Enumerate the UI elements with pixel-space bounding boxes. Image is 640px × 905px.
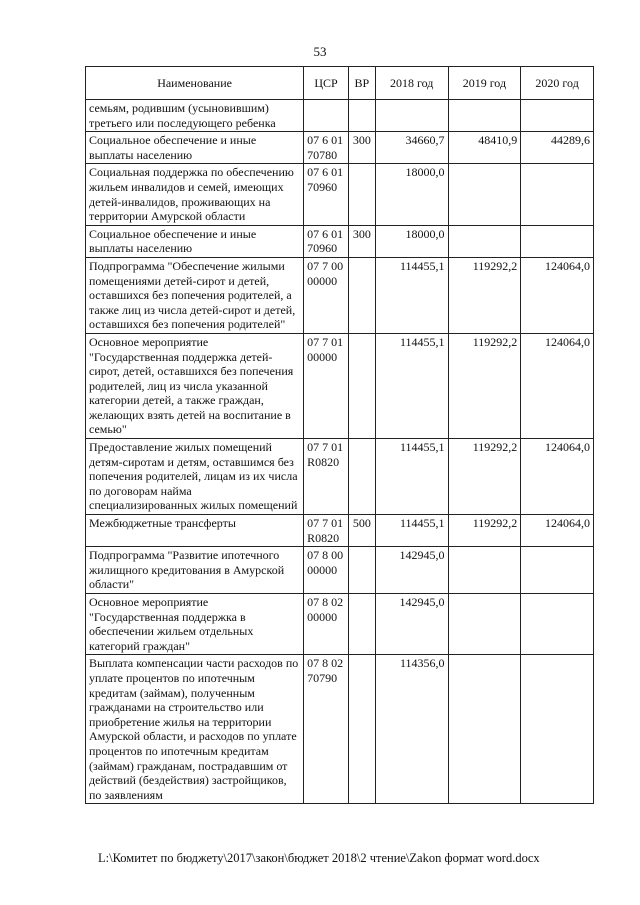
cell-2019 — [448, 225, 521, 257]
cell-name: Социальная поддержка по обеспечению жильем инвалидов и семей, имеющих детей-инвалидов, проживающих на территории Амурской области — [86, 164, 304, 225]
cell-name: Основное мероприятие "Государственная поддержка в обеспечении жильем отдельных категорий граждан" — [86, 594, 304, 655]
cell-2019 — [448, 594, 521, 655]
cell-name: Подпрограмма "Развитие ипотечного жилищного кредитования в Амурской области" — [86, 547, 304, 594]
cell-csr: 07 6 01 70960 — [304, 164, 349, 225]
cell-2018: 114455,1 — [375, 257, 448, 333]
cell-2018: 18000,0 — [375, 164, 448, 225]
cell-csr: 07 8 02 00000 — [304, 594, 349, 655]
cell-vr: 300 — [348, 225, 375, 257]
cell-name: семьям, родившим (усыновившим) третьего или последующего ребенка — [86, 100, 304, 132]
cell-csr: 07 6 01 70780 — [304, 132, 349, 164]
cell-vr — [348, 333, 375, 438]
cell-2018: 114455,1 — [375, 333, 448, 438]
cell-2020: 124064,0 — [521, 333, 594, 438]
table-row — [86, 132, 594, 164]
cell-name: Социальное обеспечение и иные выплаты населению — [86, 225, 304, 257]
cell-2020 — [521, 547, 594, 594]
header-vr: ВР — [348, 67, 375, 100]
cell-2020 — [521, 594, 594, 655]
table-row — [86, 547, 594, 594]
header-2019: 2019 год — [448, 67, 521, 100]
cell-2020: 124064,0 — [521, 439, 594, 515]
cell-2019: 119292,2 — [448, 333, 521, 438]
cell-vr — [348, 655, 375, 804]
table-header-row — [86, 67, 594, 100]
cell-vr — [348, 439, 375, 515]
table-row — [86, 655, 594, 804]
cell-2020 — [521, 164, 594, 225]
cell-2020 — [521, 655, 594, 804]
cell-csr — [304, 100, 349, 132]
cell-2018: 114455,1 — [375, 439, 448, 515]
budget-table — [85, 66, 594, 804]
cell-2018 — [375, 100, 448, 132]
cell-vr: 300 — [348, 132, 375, 164]
cell-name: Межбюджетные трансферты — [86, 515, 304, 547]
table-row — [86, 515, 594, 547]
cell-name: Основное мероприятие "Государственная поддержка детей-сирот, детей, оставшихся без попечения родителей, лиц из числа указанной категории детей, а также граждан, желающих взять детей на воспитание в семью" — [86, 333, 304, 438]
cell-2018: 142945,0 — [375, 547, 448, 594]
cell-2018: 18000,0 — [375, 225, 448, 257]
cell-name: Выплата компенсации части расходов по уплате процентов по ипотечным кредитам (займам), полученным гражданами на строительство или приобретение жилья на территории Амурской области, и расходов по уплате процентов по ипотечным кредитам (займам) гражданам, пострадавшим от действий (бездействия) застройщиков, по заявлениям — [86, 655, 304, 804]
cell-2020 — [521, 225, 594, 257]
cell-2018: 114356,0 — [375, 655, 448, 804]
cell-2018: 114455,1 — [375, 515, 448, 547]
cell-csr: 07 8 02 70790 — [304, 655, 349, 804]
cell-name: Социальное обеспечение и иные выплаты населению — [86, 132, 304, 164]
cell-2019 — [448, 547, 521, 594]
cell-2019 — [448, 655, 521, 804]
table-row — [86, 257, 594, 333]
cell-csr: 07 7 01 00000 — [304, 333, 349, 438]
cell-vr — [348, 257, 375, 333]
cell-2019 — [448, 100, 521, 132]
cell-2019: 119292,2 — [448, 439, 521, 515]
cell-2020 — [521, 100, 594, 132]
table-row — [86, 225, 594, 257]
cell-name: Предоставление жилых помещений детям-сиротам и детям, оставшимся без попечения родителей, лицам из их числа по договорам найма специализированных жилых помещений — [86, 439, 304, 515]
cell-csr: 07 7 01 R0820 — [304, 439, 349, 515]
cell-2018: 142945,0 — [375, 594, 448, 655]
cell-csr: 07 8 00 00000 — [304, 547, 349, 594]
cell-2019: 119292,2 — [448, 515, 521, 547]
cell-csr: 07 6 01 70960 — [304, 225, 349, 257]
table-row — [86, 333, 594, 438]
header-2020: 2020 год — [521, 67, 594, 100]
cell-2020: 124064,0 — [521, 257, 594, 333]
cell-csr: 07 7 01 R0820 — [304, 515, 349, 547]
cell-2020: 124064,0 — [521, 515, 594, 547]
cell-name: Подпрограмма "Обеспечение жилыми помещениями детей-сирот и детей, оставшихся без попечения родителей, а также лиц из числа детей-сирот и детей, оставшихся без попечения родителей" — [86, 257, 304, 333]
page-number: 53 — [313, 44, 327, 59]
table-row — [86, 439, 594, 515]
header-csr: ЦСР — [304, 67, 349, 100]
cell-vr — [348, 594, 375, 655]
table-row — [86, 100, 594, 132]
cell-vr — [348, 547, 375, 594]
table-row — [86, 594, 594, 655]
cell-2020: 44289,6 — [521, 132, 594, 164]
cell-2019: 48410,9 — [448, 132, 521, 164]
cell-vr — [348, 164, 375, 225]
cell-csr: 07 7 00 00000 — [304, 257, 349, 333]
table-body — [86, 100, 594, 804]
cell-2019 — [448, 164, 521, 225]
cell-vr — [348, 100, 375, 132]
header-name: Наименование — [86, 67, 304, 100]
cell-vr: 500 — [348, 515, 375, 547]
cell-2019: 119292,2 — [448, 257, 521, 333]
header-2018: 2018 год — [375, 67, 448, 100]
table-row — [86, 164, 594, 225]
file-path-footer: L:\Комитет по бюджету\2017\закон\бюджет 2018\2 чтение\Zakon формат word.docx — [98, 851, 540, 865]
cell-2018: 34660,7 — [375, 132, 448, 164]
